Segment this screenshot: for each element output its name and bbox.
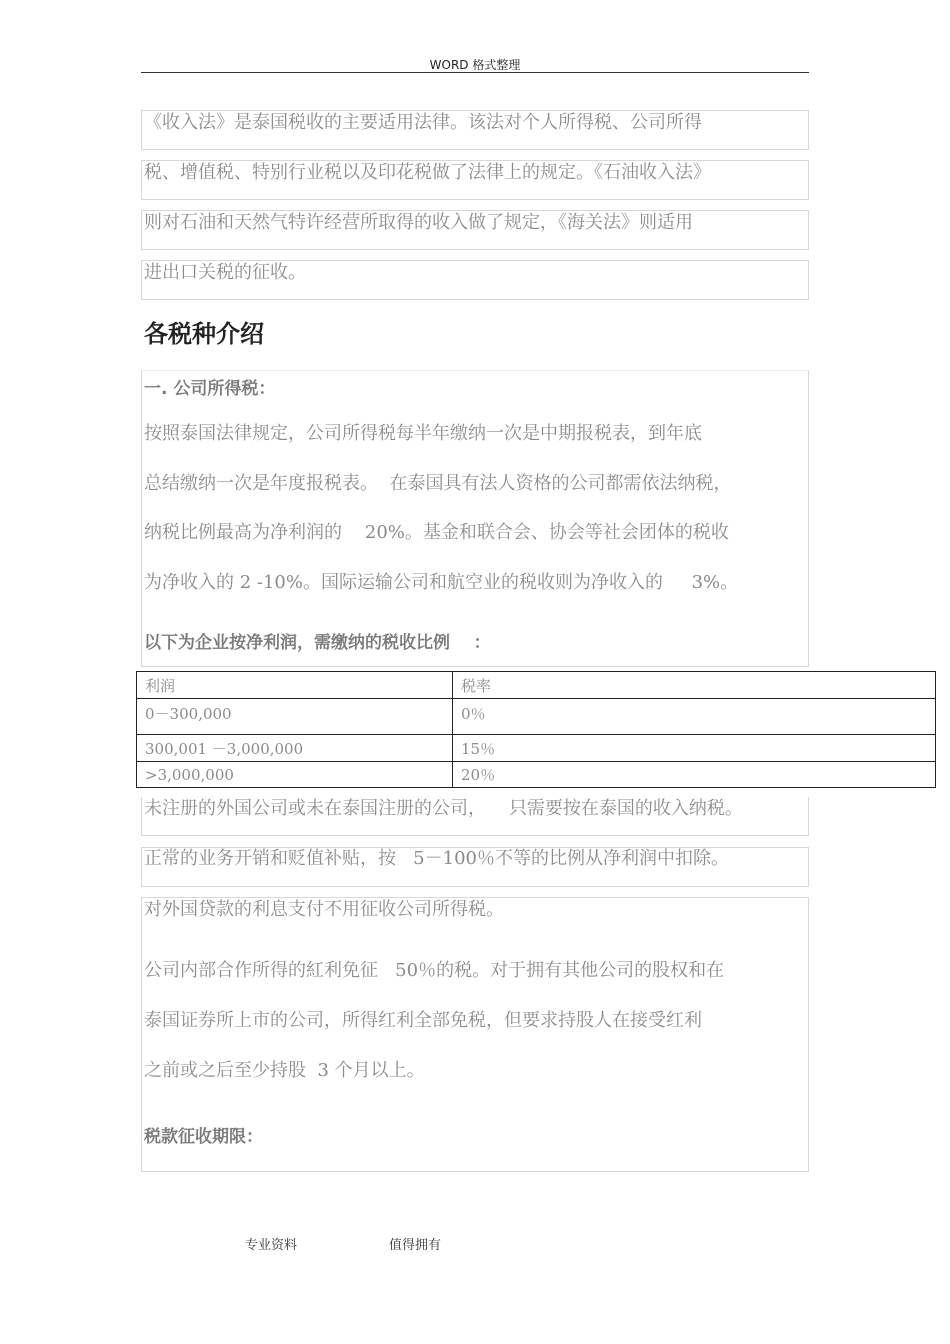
intro-line-1: 《收入法》是泰国税收的主要适用法律。该法对个人所得税、公司所得	[144, 112, 702, 133]
header-title: WORD 格式整理	[429, 58, 521, 72]
rate-cell: 0％	[453, 699, 936, 735]
tax-rate-table	[136, 671, 936, 788]
table-row	[137, 699, 936, 735]
section-title: 各税种介绍	[144, 320, 264, 348]
corp-tax-box	[141, 370, 809, 667]
corp-tax-line-3: 纳税比例最高为净利润的 20%。基金和联合会、协会等社会团体的税收	[144, 522, 729, 543]
corp-tax-line-4: 为净收入的 2 -10%。国际运输公司和航空业的税收则为净收入的 3%。	[144, 572, 739, 593]
dividend-line-4: 之前或之后至少持股 3 个月以上。	[144, 1060, 425, 1081]
corp-tax-line-1: 按照泰国法律规定，公司所得税每半年缴纳一次是中期报税表，到年底	[144, 423, 702, 444]
intro-line-4: 进出口关税的征收。	[144, 262, 306, 283]
note-line-1: 未注册的外国公司或未在泰国注册的公司， 只需要按在泰国的收入纳税。	[144, 798, 743, 819]
corp-tax-line-2: 总结缴纳一次是年度报税表。 在泰国具有法人资格的公司都需依法纳税，	[144, 473, 732, 494]
note-line-2: 正常的业务开销和贬值补贴，按 5－100％不等的比例从净利润中扣除。	[144, 848, 729, 869]
table-row	[137, 762, 936, 788]
table-header-row	[137, 672, 936, 699]
profit-cell: >3,000,000	[137, 762, 453, 788]
dividend-line-2: 公司内部合作所得的紅利免征 50％的税。对于拥有其他公司的股权和在	[144, 960, 725, 981]
table-heading: 以下为企业按净利润，需缴纳的税收比例 ：	[144, 633, 491, 653]
period-heading: 税款征收期限：	[144, 1127, 263, 1147]
profit-cell: 0－300,000	[137, 699, 453, 735]
header-cell-profit: 利润	[137, 672, 453, 699]
rate-cell: 20％	[453, 762, 936, 788]
footer-right: 值得拥有	[389, 1238, 442, 1253]
table-row	[137, 735, 936, 762]
corp-tax-heading: 一. 公司所得税：	[144, 379, 276, 399]
footer-left: 专业资料	[245, 1238, 298, 1253]
profit-cell: 300,001 －3,000,000	[137, 735, 453, 762]
intro-line-2: 税、增值税、特别行业税以及印花税做了法律上的规定。《石油收入法》	[144, 162, 711, 183]
rate-cell: 15％	[453, 735, 936, 762]
page-header	[141, 56, 809, 73]
intro-line-3: 则对石油和天然气特许经营所取得的收入做了规定，《海关法》则适用	[144, 212, 693, 233]
dividend-line-1: 对外国贷款的利息支付不用征收公司所得税。	[144, 899, 504, 920]
header-cell-rate: 税率	[453, 672, 936, 699]
dividend-line-3: 泰国证券所上市的公司，所得红利全部免税，但要求持股人在接受红利	[144, 1010, 702, 1031]
